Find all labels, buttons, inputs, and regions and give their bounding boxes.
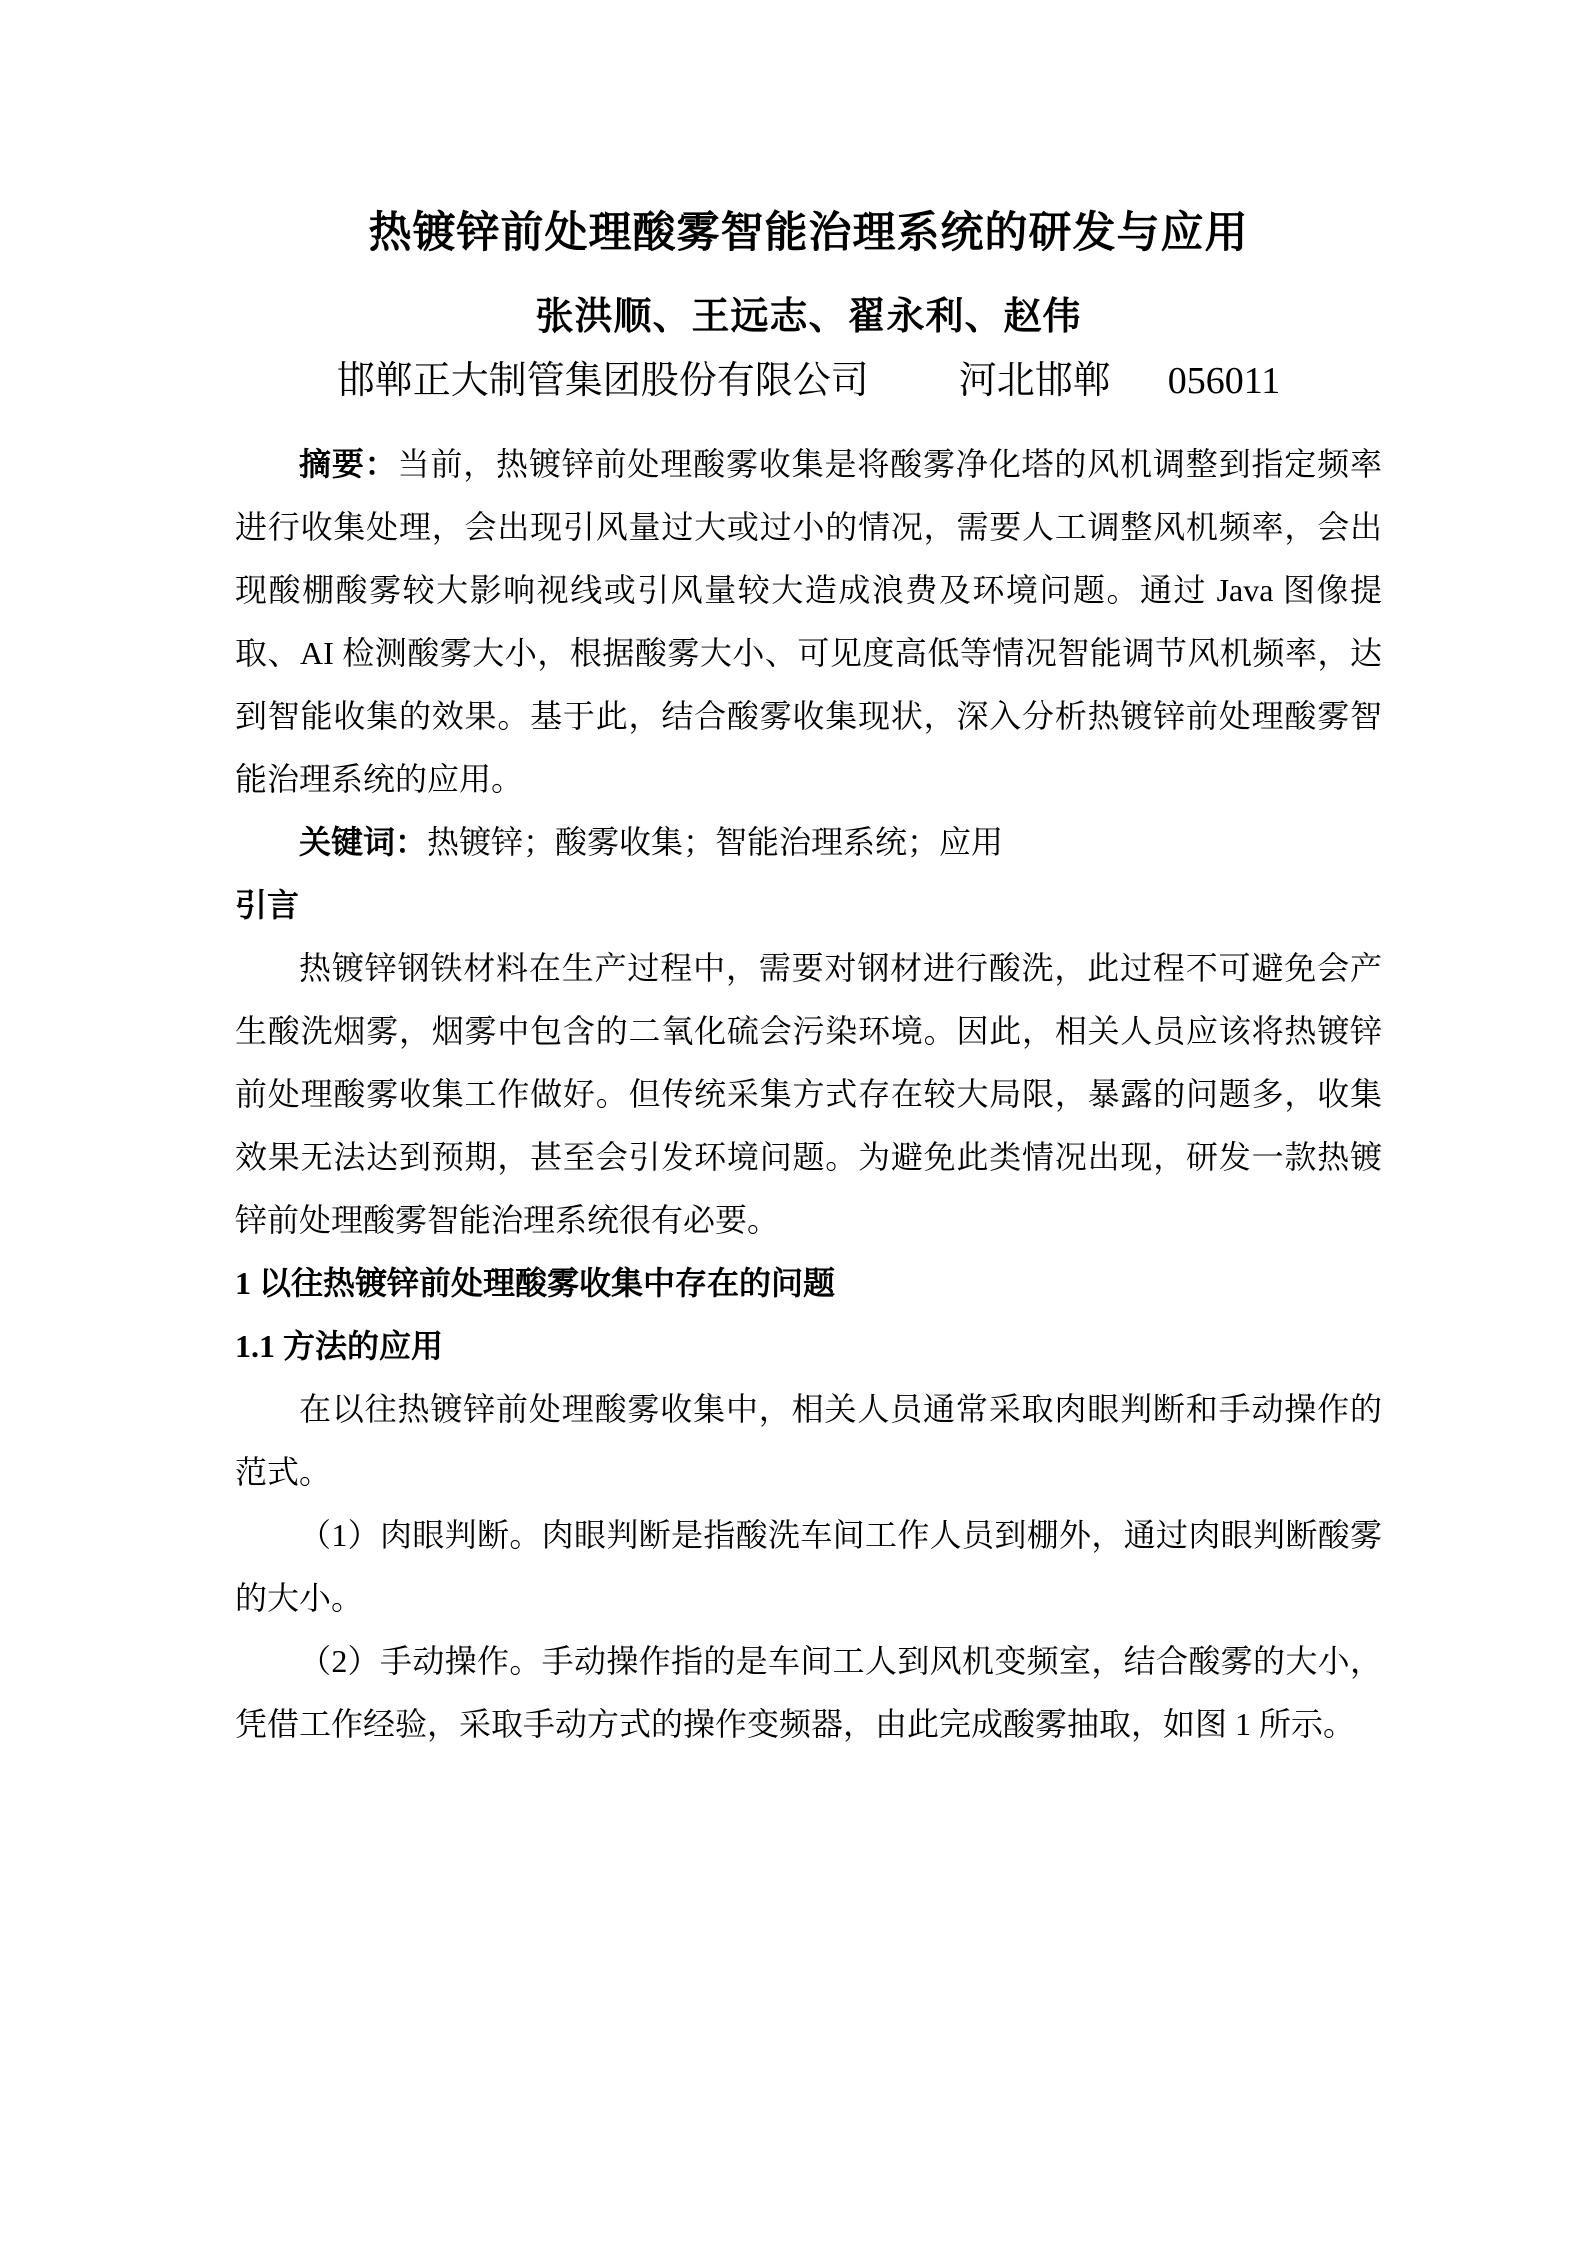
section-heading-introduction: 引言: [235, 887, 300, 923]
affiliation-organization: 邯郸正大制管集团股份有限公司: [336, 360, 869, 402]
affiliation-postal-code: 056011: [1167, 360, 1281, 402]
item-1-visual-judgement-paragraph: （1）肉眼判断。肉眼判断是指酸洗车间工作人员到棚外，通过肉眼判断酸雾的大小。: [235, 1517, 1382, 1616]
abstract-paragraph: [235, 433, 1382, 811]
section-heading-1-1: 1.1 方法的应用: [235, 1328, 444, 1364]
abstract-label: 摘要：: [299, 446, 398, 482]
keywords-text: 热镀锌；酸雾收集；智能治理系统；应用: [427, 824, 1004, 860]
paper-title: 热镀锌前处理酸雾智能治理系统的研发与应用: [368, 210, 1249, 257]
keywords-line: [235, 811, 1382, 874]
abstract-text: 当前，热镀锌前处理酸雾收集是将酸雾净化塔的风机调整到指定频率进行收集处理，会出现引风量过大或过小的情况，需要人工调整风机频率，会出现酸棚酸雾较大影响视线或引风量较大造成浪费及环境问题。通过 Java 图像提取、AI 检测酸雾大小，根据酸雾大小、可见度高低等情况智能调节风机频率，达到智能收集的效果。基于此，结合酸雾收集现状，深入分析热镀锌前处理酸雾智能治理系统的应用。: [235, 446, 1382, 797]
item-2-manual-operation-paragraph: （2）手动操作。手动操作指的是车间工人到风机变频室，结合酸雾的大小，凭借工作经验，采取手动方式的操作变频器，由此完成酸雾抽取，如图 1 所示。: [235, 1643, 1382, 1742]
affiliation-line: [235, 357, 1382, 405]
keywords-label: 关键词：: [299, 824, 428, 860]
affiliation-location: 河北邯郸: [958, 360, 1111, 402]
authors-line: 张洪顺、王远志、翟永利、赵伟: [535, 296, 1082, 338]
section-heading-1: 1 以往热镀锌前处理酸雾收集中存在的问题: [235, 1265, 836, 1301]
introduction-paragraph: 热镀锌钢铁材料在生产过程中，需要对钢材进行酸洗，此过程不可避免会产生酸洗烟雾，烟雾中包含的二氧化硫会污染环境。因此，相关人员应该将热镀锌前处理酸雾收集工作做好。但传统采集方式存在较大局限，暴露的问题多，收集效果无法达到预期，甚至会引发环境问题。为避免此类情况出现，研发一款热镀锌前处理酸雾智能治理系统很有必要。: [235, 950, 1382, 1238]
document-body: [235, 433, 1382, 1756]
methods-overview-paragraph: 在以往热镀锌前处理酸雾收集中，相关人员通常采取肉眼判断和手动操作的范式。: [235, 1391, 1382, 1490]
